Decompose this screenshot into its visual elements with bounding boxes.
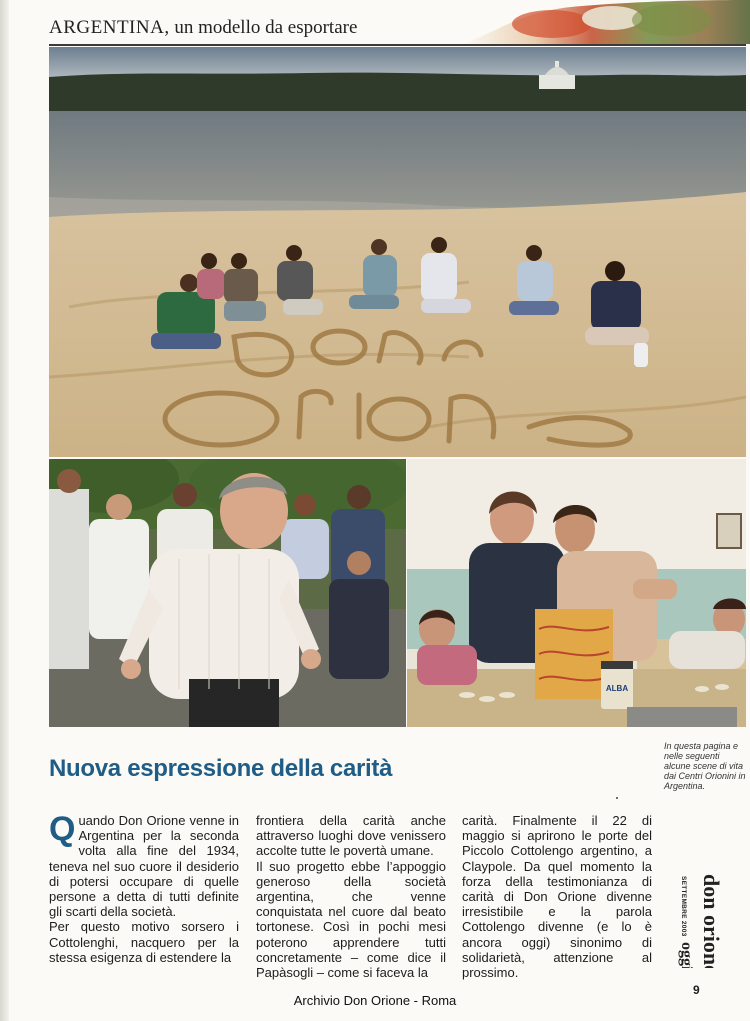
photo-caption: In questa pagina e nelle seguenti alcune scene di vita dai Centri Orionini in Argentina. <box>664 741 746 791</box>
beach-photo <box>49 47 746 457</box>
magazine-name: don orione <box>699 874 724 968</box>
article-column-2 <box>256 813 446 980</box>
header-title-rest: un modello da esportare <box>174 17 358 38</box>
article-paragraph <box>49 810 239 920</box>
page-edge <box>0 0 9 1021</box>
archive-footer: Archivio Don Orione - Roma <box>293 993 457 1008</box>
drop-cap: Q <box>49 810 76 848</box>
page-number: 9 <box>693 983 700 997</box>
article-paragraph: carità. Finalmente il 22 di maggio si aprirono le porte del Piccolo Cottolengo argentino, a Claypole. Da quel momento la forza della testimonianza di carità di Don Orione divenne irresistibile e la parola Cottolengo divenne (e lo è ancora oggi) sinonimo di solidarietà, attenzione al prossimo. <box>462 813 652 981</box>
decorative-dot <box>616 797 618 799</box>
article-paragraph: Per questo motivo sorsero i Cottolenghi, nacquero per la stessa esigenza di estendere la <box>49 919 239 965</box>
header-rule <box>49 44 746 46</box>
article-column-3 <box>462 813 652 980</box>
article-headline: Nuova espressione della carità <box>49 755 393 782</box>
paint-jar <box>601 661 633 709</box>
article-paragraph: frontiera della carità anche attraverso luoghi dove venissero accolte tutte le povertà umane. <box>256 813 446 859</box>
article-column-1 <box>49 810 239 965</box>
magazine-subtitle: oggi <box>678 942 695 968</box>
magazine-issue: SETTEMBRE 2003 <box>680 876 687 937</box>
header-decoration <box>462 0 750 44</box>
page-header-title <box>49 17 357 39</box>
article-paragraph: Il suo progetto ebbe l’appoggio generoso della società argentina, che venne conquistata nel cuore dal beato tortonese. Così in pochi mesi poterono apprendere tutti concretamente – come dice il Papàsogli – come si faceva la <box>256 858 446 981</box>
workshop-photo <box>407 459 746 727</box>
header-title-main: ARGENTINA, <box>49 17 170 38</box>
paragraph-text: uando Don Orione venne in Argentina per la seconda volta alla fine del 1934, teneva nel suo cuore il desiderio di potersi occupare di quelle persone a detta di tutti definite gli scarti della società. <box>49 813 239 920</box>
crowd-photo <box>49 459 406 727</box>
magazine-logo <box>668 872 724 968</box>
paint-jar-label: ALBA <box>605 684 629 693</box>
